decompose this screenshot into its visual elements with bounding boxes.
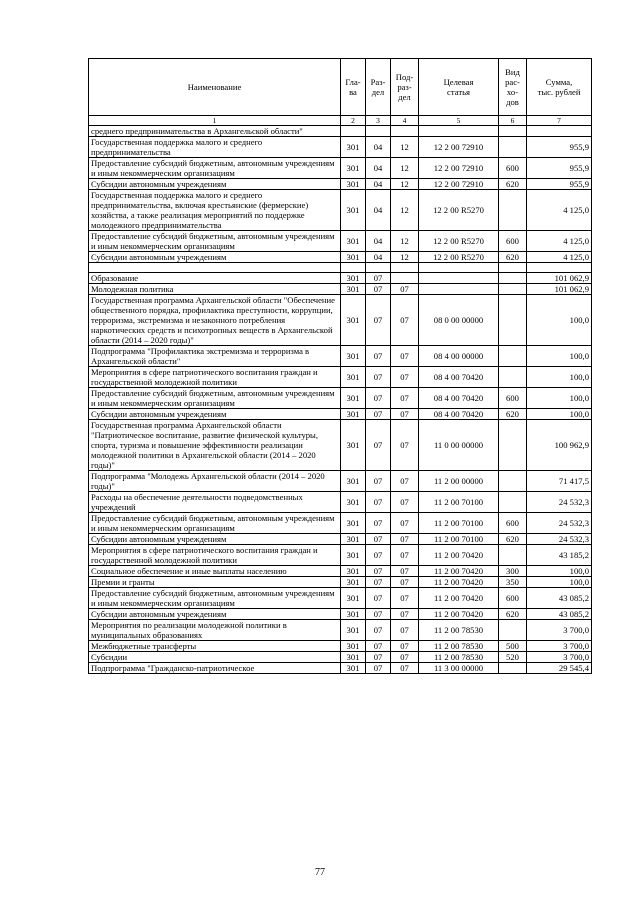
cell-amount: 100,0	[527, 367, 592, 388]
cell-section: 07	[366, 420, 391, 471]
cell-target: 11 2 00 70420	[419, 609, 499, 620]
header-row	[89, 59, 592, 116]
cell-subsection: 07	[391, 513, 419, 534]
cell-name: Мероприятия в сфере патриотического воспитания граждан и государственной молодежной политики	[89, 367, 341, 388]
header-amount: Сумма, тыс. рублей	[527, 59, 592, 116]
column-number-type: 6	[499, 116, 527, 126]
cell-section: 04	[366, 190, 391, 231]
cell-target: 11 2 00 78530	[419, 641, 499, 652]
cell-subsection: 07	[391, 663, 419, 674]
cell-amount: 4 125,0	[527, 252, 592, 263]
cell-type	[499, 367, 527, 388]
cell-type	[499, 284, 527, 295]
cell-target: 12 2 00 72910	[419, 179, 499, 190]
cell-subsection: 07	[391, 295, 419, 346]
cell-section	[366, 126, 391, 137]
table-row	[89, 652, 592, 663]
cell-section: 07	[366, 545, 391, 566]
cell-target: 11 0 00 00000	[419, 420, 499, 471]
cell-type	[499, 263, 527, 273]
header-type: Вид рас- хо- дов	[499, 59, 527, 116]
cell-section: 07	[366, 577, 391, 588]
cell-amount: 955,9	[527, 158, 592, 179]
cell-section: 07	[366, 346, 391, 367]
cell-subsection: 12	[391, 190, 419, 231]
cell-name: Подпрограмма "Профилактика экстремизма и терроризма в Архангельской области"	[89, 346, 341, 367]
table-row	[89, 641, 592, 652]
cell-amount: 100,0	[527, 388, 592, 409]
table-row	[89, 513, 592, 534]
cell-subsection: 07	[391, 609, 419, 620]
cell-amount: 955,9	[527, 179, 592, 190]
table-row	[89, 609, 592, 620]
cell-type	[499, 620, 527, 641]
cell-subsection: 12	[391, 158, 419, 179]
cell-amount: 3 700,0	[527, 620, 592, 641]
cell-target: 12 2 00 R5270	[419, 231, 499, 252]
cell-name: Предоставление субсидий бюджетным, автономным учреждениям и иным некоммерческим организациям	[89, 231, 341, 252]
cell-subsection: 12	[391, 137, 419, 158]
cell-chapter: 301	[341, 409, 366, 420]
cell-type: 620	[499, 409, 527, 420]
cell-name: Субсидии автономным учреждениям	[89, 409, 341, 420]
cell-target	[419, 273, 499, 284]
cell-chapter: 301	[341, 420, 366, 471]
page-number: 77	[315, 867, 325, 878]
cell-name: Молодежная политика	[89, 284, 341, 295]
table-body	[89, 126, 592, 674]
cell-type	[499, 420, 527, 471]
cell-target: 11 2 00 70420	[419, 566, 499, 577]
cell-type	[499, 295, 527, 346]
cell-subsection: 07	[391, 367, 419, 388]
cell-chapter: 301	[341, 609, 366, 620]
cell-subsection: 07	[391, 409, 419, 420]
cell-type: 520	[499, 652, 527, 663]
table-row	[89, 492, 592, 513]
cell-name: Подпрограмма "Гражданско-патриотическое	[89, 663, 341, 674]
cell-subsection: 12	[391, 179, 419, 190]
table-row	[89, 252, 592, 263]
cell-target: 08 4 00 70420	[419, 367, 499, 388]
table-row	[89, 346, 592, 367]
cell-amount: 100,0	[527, 295, 592, 346]
cell-amount: 955,9	[527, 137, 592, 158]
cell-section: 04	[366, 179, 391, 190]
cell-amount: 24 532,3	[527, 492, 592, 513]
spacer-row	[89, 263, 592, 273]
cell-name: среднего предпринимательства в Архангельской области"	[89, 126, 341, 137]
table-row	[89, 620, 592, 641]
cell-name: Субсидии автономным учреждениям	[89, 252, 341, 263]
cell-name: Межбюджетные трансферты	[89, 641, 341, 652]
column-number-row	[89, 116, 592, 126]
cell-target: 12 2 00 72910	[419, 158, 499, 179]
cell-subsection: 07	[391, 620, 419, 641]
table-row	[89, 273, 592, 284]
cell-target: 11 2 00 70100	[419, 492, 499, 513]
cell-chapter: 301	[341, 137, 366, 158]
cell-subsection: 07	[391, 284, 419, 295]
cell-name: Предоставление субсидий бюджетным, автономным учреждениям и иным некоммерческим организациям	[89, 588, 341, 609]
cell-target: 11 2 00 70420	[419, 545, 499, 566]
cell-type: 620	[499, 179, 527, 190]
cell-amount: 24 532,3	[527, 513, 592, 534]
column-number-subsection: 4	[391, 116, 419, 126]
cell-section: 07	[366, 492, 391, 513]
cell-chapter: 301	[341, 190, 366, 231]
cell-name: Подпрограмма "Молодежь Архангельской области (2014 – 2020 годы)"	[89, 471, 341, 492]
cell-subsection: 07	[391, 652, 419, 663]
cell-section: 07	[366, 588, 391, 609]
cell-amount: 100,0	[527, 409, 592, 420]
cell-target: 11 2 00 70100	[419, 534, 499, 545]
table-row	[89, 566, 592, 577]
cell-target: 12 2 00 R5270	[419, 252, 499, 263]
cell-name: Расходы на обеспечение деятельности подведомственных учреждений	[89, 492, 341, 513]
cell-type	[499, 471, 527, 492]
cell-section: 07	[366, 620, 391, 641]
cell-chapter: 301	[341, 346, 366, 367]
cell-section: 07	[366, 513, 391, 534]
cell-name: Субсидии	[89, 652, 341, 663]
cell-section: 04	[366, 137, 391, 158]
cell-amount: 29 545,4	[527, 663, 592, 674]
header-subsection: Под- раз- дел	[391, 59, 419, 116]
cell-amount: 3 700,0	[527, 652, 592, 663]
cell-type: 620	[499, 534, 527, 545]
cell-section: 07	[366, 609, 391, 620]
column-number-target: 5	[419, 116, 499, 126]
cell-amount: 43 185,2	[527, 545, 592, 566]
cell-name: Образование	[89, 273, 341, 284]
cell-amount: 3 700,0	[527, 641, 592, 652]
cell-section: 07	[366, 273, 391, 284]
cell-target: 11 3 00 00000	[419, 663, 499, 674]
cell-amount: 43 085,2	[527, 588, 592, 609]
cell-chapter: 301	[341, 620, 366, 641]
cell-section: 07	[366, 652, 391, 663]
cell-type	[499, 273, 527, 284]
cell-section	[366, 263, 391, 273]
cell-chapter: 301	[341, 179, 366, 190]
cell-type: 600	[499, 158, 527, 179]
column-number-name: 1	[89, 116, 341, 126]
cell-type: 350	[499, 577, 527, 588]
table-row	[89, 158, 592, 179]
cell-subsection: 07	[391, 471, 419, 492]
table-row	[89, 126, 592, 137]
table-row	[89, 588, 592, 609]
cell-chapter: 301	[341, 663, 366, 674]
cell-target: 08 4 00 00000	[419, 346, 499, 367]
cell-type	[499, 137, 527, 158]
cell-type: 600	[499, 388, 527, 409]
cell-chapter: 301	[341, 641, 366, 652]
cell-chapter: 301	[341, 252, 366, 263]
cell-target: 11 2 00 70100	[419, 513, 499, 534]
cell-chapter: 301	[341, 545, 366, 566]
cell-type	[499, 545, 527, 566]
cell-amount: 100,0	[527, 346, 592, 367]
header-target: Целевая статья	[419, 59, 499, 116]
cell-amount: 4 125,0	[527, 190, 592, 231]
cell-name: Государственная поддержка малого и среднего предпринимательства	[89, 137, 341, 158]
column-number-amount: 7	[527, 116, 592, 126]
table-row	[89, 577, 592, 588]
cell-section: 07	[366, 534, 391, 545]
cell-section: 07	[366, 663, 391, 674]
cell-name: Государственная поддержка малого и среднего предпринимательства, включая крестьянские (фермерские) хозяйства, а также реализация мероприятий по поддержке молодежного предпринимательства	[89, 190, 341, 231]
cell-subsection: 07	[391, 420, 419, 471]
cell-name: Субсидии автономным учреждениям	[89, 179, 341, 190]
cell-chapter: 301	[341, 273, 366, 284]
cell-chapter: 301	[341, 566, 366, 577]
cell-target: 11 2 00 70420	[419, 577, 499, 588]
cell-name: Мероприятия в сфере патриотического воспитания граждан и государственной молодежной политики	[89, 545, 341, 566]
table-row	[89, 190, 592, 231]
table-row	[89, 137, 592, 158]
cell-target: 08 4 00 70420	[419, 409, 499, 420]
cell-name: Премии и гранты	[89, 577, 341, 588]
cell-type	[499, 346, 527, 367]
cell-chapter: 301	[341, 388, 366, 409]
cell-target: 12 2 00 72910	[419, 137, 499, 158]
header-chapter: Гла- ва	[341, 59, 366, 116]
cell-type: 600	[499, 231, 527, 252]
cell-name: Предоставление субсидий бюджетным, автономным учреждениям и иным некоммерческим организациям	[89, 388, 341, 409]
cell-section: 04	[366, 252, 391, 263]
cell-section: 07	[366, 284, 391, 295]
cell-section: 07	[366, 367, 391, 388]
table-row	[89, 367, 592, 388]
cell-chapter: 301	[341, 284, 366, 295]
cell-amount: 100,0	[527, 577, 592, 588]
header-name: Наименование	[89, 59, 341, 116]
table-row	[89, 231, 592, 252]
cell-chapter: 301	[341, 513, 366, 534]
cell-subsection	[391, 126, 419, 137]
cell-type: 620	[499, 609, 527, 620]
cell-type	[499, 126, 527, 137]
table-row	[89, 420, 592, 471]
cell-type: 600	[499, 588, 527, 609]
table-row	[89, 409, 592, 420]
cell-subsection: 12	[391, 252, 419, 263]
cell-chapter: 301	[341, 231, 366, 252]
cell-section: 07	[366, 388, 391, 409]
cell-type: 500	[499, 641, 527, 652]
cell-name: Государственная программа Архангельской области "Патриотическое воспитание, развитие физической культуры, спорта, туризма и повышение эффективности реализации молодежной политики в Архангельской области (2014 – 2020 годы)"	[89, 420, 341, 471]
cell-amount: 101 062,9	[527, 284, 592, 295]
cell-amount: 101 062,9	[527, 273, 592, 284]
cell-section: 04	[366, 158, 391, 179]
cell-target: 08 4 00 70420	[419, 388, 499, 409]
cell-name: Субсидии автономным учреждениям	[89, 609, 341, 620]
cell-target	[419, 263, 499, 273]
cell-subsection: 07	[391, 492, 419, 513]
cell-name: Предоставление субсидий бюджетным, автономным учреждениям и иным некоммерческим организациям	[89, 513, 341, 534]
cell-subsection: 07	[391, 388, 419, 409]
cell-target: 12 2 00 R5270	[419, 190, 499, 231]
cell-target	[419, 284, 499, 295]
cell-amount: 100 962,9	[527, 420, 592, 471]
table-row	[89, 388, 592, 409]
cell-chapter: 301	[341, 492, 366, 513]
cell-amount	[527, 263, 592, 273]
cell-target	[419, 126, 499, 137]
cell-section: 07	[366, 409, 391, 420]
cell-section: 07	[366, 295, 391, 346]
column-number-chapter: 2	[341, 116, 366, 126]
cell-section: 07	[366, 566, 391, 577]
cell-target: 11 2 00 78530	[419, 652, 499, 663]
cell-subsection: 07	[391, 588, 419, 609]
table-row	[89, 545, 592, 566]
table-row	[89, 284, 592, 295]
cell-amount: 43 085,2	[527, 609, 592, 620]
table-row	[89, 179, 592, 190]
cell-subsection: 07	[391, 534, 419, 545]
cell-amount: 4 125,0	[527, 231, 592, 252]
cell-amount	[527, 126, 592, 137]
cell-chapter: 301	[341, 577, 366, 588]
cell-subsection: 07	[391, 641, 419, 652]
cell-chapter: 301	[341, 471, 366, 492]
cell-type	[499, 663, 527, 674]
cell-subsection: 07	[391, 545, 419, 566]
cell-name: Социальное обеспечение и иные выплаты населению	[89, 566, 341, 577]
cell-chapter: 301	[341, 588, 366, 609]
cell-type: 600	[499, 513, 527, 534]
cell-subsection	[391, 273, 419, 284]
cell-target: 08 0 00 00000	[419, 295, 499, 346]
cell-target: 11 2 00 00000	[419, 471, 499, 492]
cell-amount: 71 417,5	[527, 471, 592, 492]
table-row	[89, 471, 592, 492]
cell-type: 620	[499, 252, 527, 263]
cell-name: Мероприятия по реализации молодежной политики в муниципальных образованиях	[89, 620, 341, 641]
cell-subsection: 07	[391, 346, 419, 367]
cell-amount: 24 532,3	[527, 534, 592, 545]
cell-amount: 100,0	[527, 566, 592, 577]
table-row	[89, 663, 592, 674]
cell-section: 07	[366, 471, 391, 492]
column-number-section: 3	[366, 116, 391, 126]
cell-chapter	[341, 126, 366, 137]
cell-name	[89, 263, 341, 273]
cell-subsection	[391, 263, 419, 273]
budget-table	[88, 58, 592, 674]
header-section: Раз- дел	[366, 59, 391, 116]
cell-target: 11 2 00 70420	[419, 588, 499, 609]
cell-name: Субсидии автономным учреждениям	[89, 534, 341, 545]
cell-type	[499, 492, 527, 513]
cell-name: Государственная программа Архангельской области "Обеспечение общественного порядка, профилактика преступности, коррупции, терроризма, экстремизма и незаконного потребления наркотических средств и психотропных веществ в Архангельской области (2014 – 2020 годы)"	[89, 295, 341, 346]
cell-chapter: 301	[341, 158, 366, 179]
cell-chapter: 301	[341, 367, 366, 388]
cell-type: 300	[499, 566, 527, 577]
cell-chapter: 301	[341, 652, 366, 663]
cell-subsection: 07	[391, 566, 419, 577]
cell-target: 11 2 00 78530	[419, 620, 499, 641]
table-row	[89, 295, 592, 346]
cell-section: 04	[366, 231, 391, 252]
cell-subsection: 12	[391, 231, 419, 252]
cell-section: 07	[366, 641, 391, 652]
table-row	[89, 534, 592, 545]
cell-chapter	[341, 263, 366, 273]
cell-subsection: 07	[391, 577, 419, 588]
cell-chapter: 301	[341, 295, 366, 346]
cell-chapter: 301	[341, 534, 366, 545]
cell-name: Предоставление субсидий бюджетным, автономным учреждениям и иным некоммерческим организациям	[89, 158, 341, 179]
cell-type	[499, 190, 527, 231]
